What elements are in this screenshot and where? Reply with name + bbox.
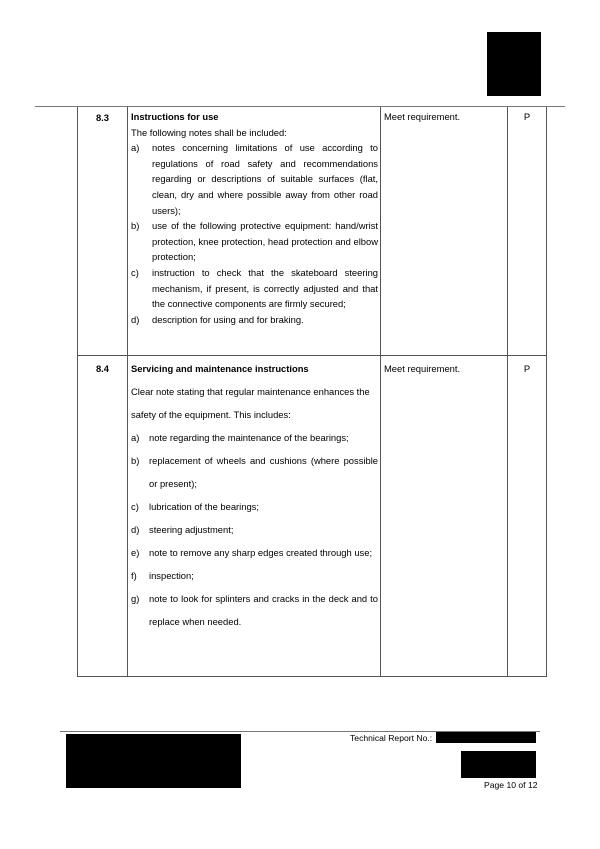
list-item-text: note to look for splinters and cracks in the deck and to replace when needed. [149,593,378,627]
list-item [131,541,378,564]
list-item [131,518,378,541]
footer-logo-redaction [461,751,536,778]
list-item-label: g) [131,593,140,604]
list-item-label: c) [131,501,139,512]
list-item-text: note regarding the maintenance of the bearings; [149,432,349,443]
list-item [131,265,378,312]
result-text: Meet requirement. [384,363,461,374]
list-item-label: a) [131,142,140,154]
list-item-label: c) [131,266,139,278]
section-number: 8.3 [95,112,110,123]
list-item [131,218,378,265]
list-item [131,449,378,495]
table-border-bottom [77,676,547,677]
list-item-text: steering adjustment; [149,524,234,535]
list-item-text: instruction to check that the skateboard steering mechanism, if present, is correctly adjusted and that the connective components are firmly secured; [152,266,378,310]
section-body [131,109,378,327]
footer-address-redaction [66,734,241,788]
table-col-divider-2 [380,107,381,677]
list-item-text: notes concerning limitations of use according to regulations of road safety and recommendations regarding or descriptions of suitable surfaces (flat, clean, dry and where possible away from other road users); [152,142,378,216]
list-item-text: note to remove any sharp edges created through use; [149,547,373,558]
list-item-text: description for using and for braking. [152,313,304,325]
list-item [131,587,378,633]
list-item-label: b) [131,455,140,466]
result-text: Meet requirement. [384,111,461,122]
table-col-divider-1 [127,107,128,677]
report-number-label: Technical Report No.: [350,733,433,743]
page-number: Page 10 of 12 [484,780,538,790]
header-logo-redaction [487,32,541,96]
section-intro: The following notes shall be included: [131,126,287,138]
verdict-value: P [523,363,531,374]
list-item-text: inspection; [149,570,194,581]
table-border-right [546,107,547,677]
list-item-text: lubrication of the bearings; [149,501,259,512]
list-item-label: d) [131,313,140,325]
table-border-left [77,107,78,677]
section-intro: Clear note stating that regular maintenance enhances the safety of the equipment. This includes: [131,386,370,420]
list-item [131,312,378,328]
list-item [131,495,378,518]
list-item-label: e) [131,547,140,558]
section-body [131,357,378,633]
section-title: Servicing and maintenance instructions [131,363,309,374]
table-row-divider [77,355,547,356]
list-item [131,140,378,218]
list-item-label: b) [131,220,140,232]
list-item [131,426,378,449]
list-item-label: d) [131,524,140,535]
table-col-divider-3 [507,107,508,677]
list-item-text: use of the following protective equipment: hand/wrist protection, knee protection, head protection and elbow protection; [152,220,378,263]
list-item-text: replacement of wheels and cushions (where possible or present); [149,455,378,489]
list-item-label: f) [131,570,137,581]
verdict-value: P [523,111,531,122]
list-item-label: a) [131,432,140,443]
header-rule [35,106,565,107]
list-item [131,564,378,587]
section-number: 8.4 [95,363,110,374]
report-number-redaction [436,732,536,743]
section-title: Instructions for use [131,111,219,122]
